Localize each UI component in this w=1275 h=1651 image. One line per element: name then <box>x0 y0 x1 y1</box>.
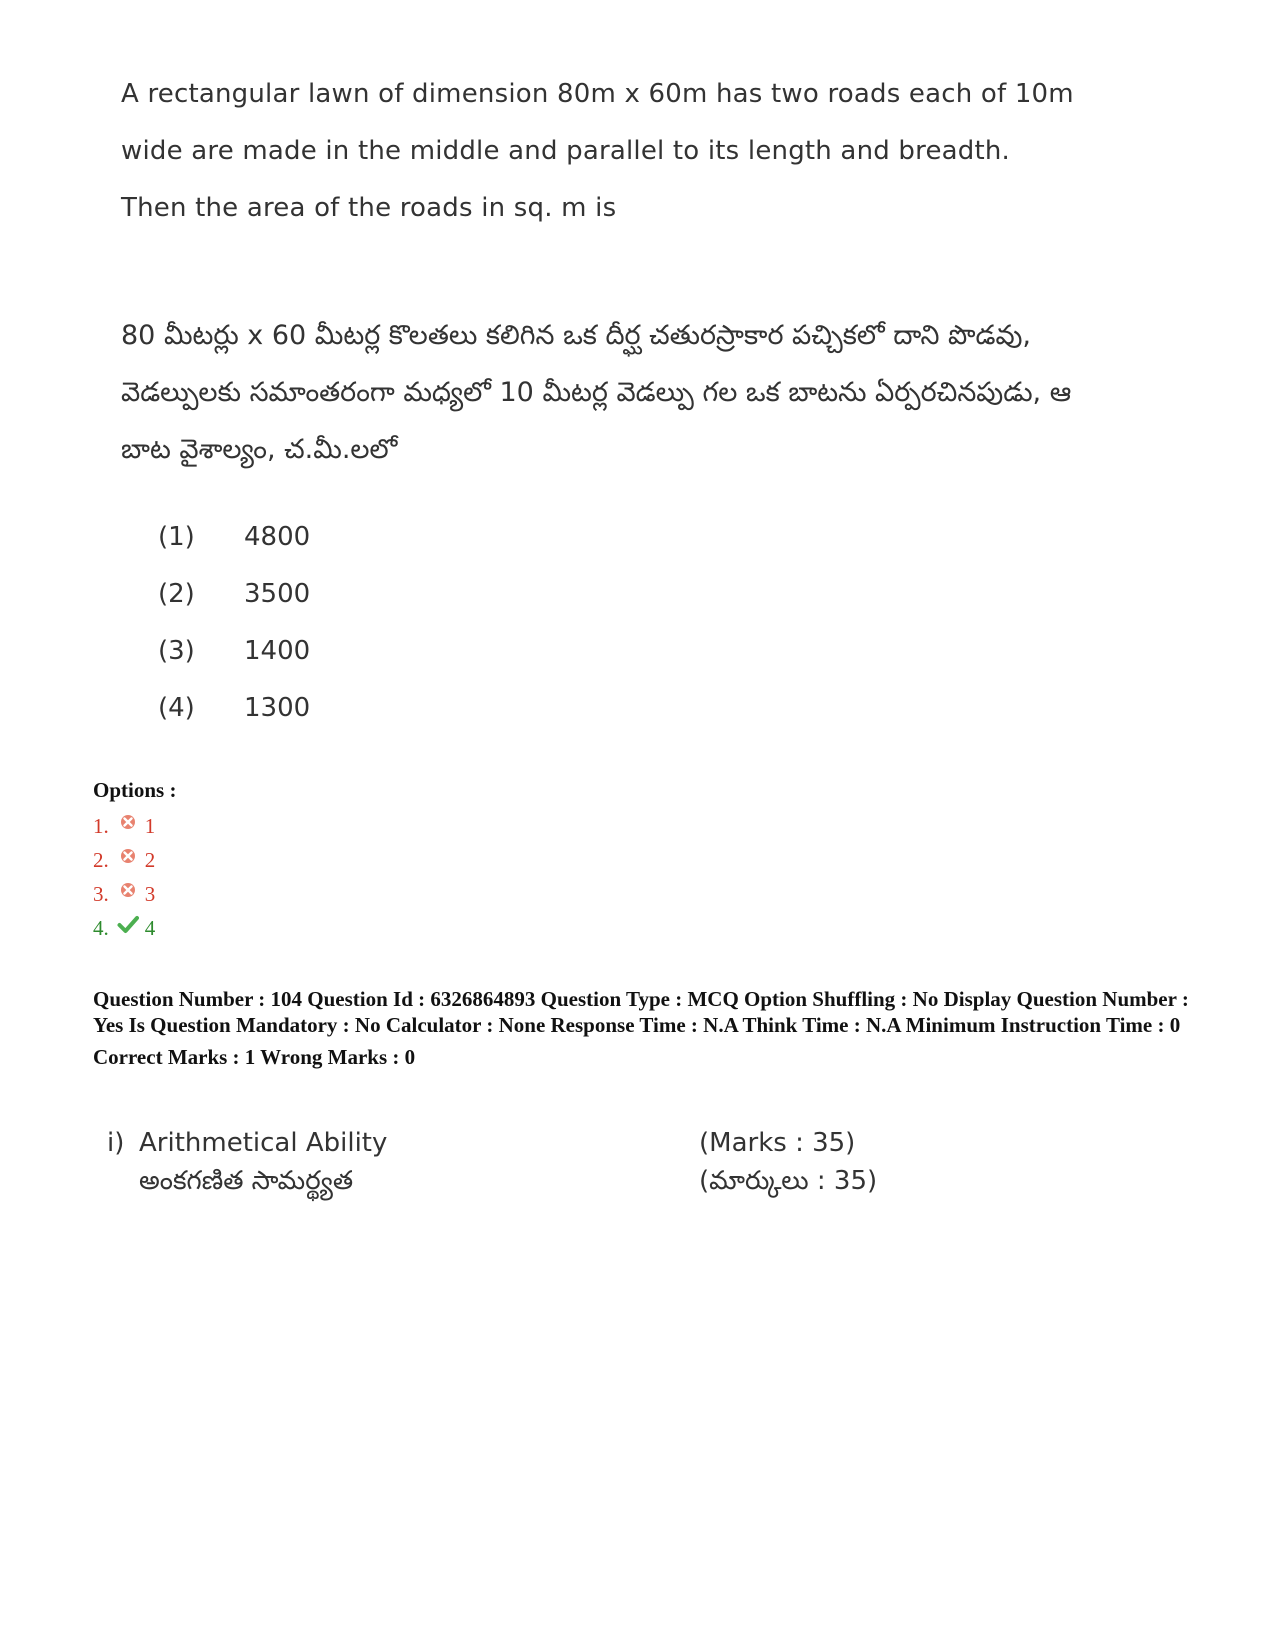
options-heading: Options : <box>93 778 177 802</box>
section-marks-english: (Marks : 35) <box>699 1128 856 1158</box>
option-label: 4 <box>144 915 156 940</box>
option-row <box>93 877 176 911</box>
choice-number: (3) <box>158 636 195 666</box>
choice-item <box>158 636 310 693</box>
section-row-telugu <box>107 1162 1007 1200</box>
section-index-spacer <box>107 1162 139 1200</box>
option-label: 1 <box>144 813 156 838</box>
question-text-telugu: 80 మీటర్లు x 60 మీటర్ల కొలతలు కలిగిన ఒక దీర్ఘ చతురస్రాకార పచ్చికలో దాని పొడవు, వెడల్పులకు సమాంతరంగా మధ్యలో 10 మీటర్ల వెడల్పు గల ఒక బాటను ఏర్పరచినపుడు, ఆ బాట వైశాల్యం, చ.మీ.లలో <box>121 320 1072 465</box>
choice-item <box>158 693 310 750</box>
question-meta <box>93 986 1193 1070</box>
choice-value: 3500 <box>244 579 311 609</box>
cross-icon <box>117 879 139 901</box>
section-title-telugu: అంకగణిత సామర్థ్యత <box>139 1166 354 1196</box>
choice-number: (1) <box>158 522 195 552</box>
section-header <box>107 1124 1007 1200</box>
option-index: 2. <box>93 847 109 872</box>
question-block <box>121 66 1081 478</box>
cross-icon <box>117 811 139 833</box>
option-label: 3 <box>144 881 156 906</box>
section-row-english <box>107 1124 1007 1162</box>
option-label: 2 <box>144 847 156 872</box>
question-text-english: A rectangular lawn of dimension 80m x 60m has two roads each of 10m wide are made in the middle and parallel to its length and breadth. Then the area of the roads in sq. m is <box>121 79 1074 223</box>
options-block <box>93 778 176 945</box>
choice-value: 1300 <box>244 693 311 723</box>
cross-icon <box>117 845 139 867</box>
section-title-english: Arithmetical Ability <box>139 1128 388 1158</box>
choice-number: (4) <box>158 693 195 723</box>
check-icon <box>117 913 139 935</box>
section-index: i) <box>107 1128 125 1158</box>
question-details: Question Number : 104 Question Id : 6326864893 Question Type : MCQ Option Shuffling : No Display Question Number : Yes Is Question Mandatory : No Calculator : None Response Time : N.A Think Time : N.A Minimum Instruction Time : 0 <box>93 987 1189 1037</box>
question-marks: Correct Marks : 1 Wrong Marks : 0 <box>93 1045 416 1069</box>
option-index: 3. <box>93 881 109 906</box>
option-row <box>93 843 176 877</box>
answer-choices <box>158 522 310 750</box>
option-index: 4. <box>93 915 109 940</box>
choice-item <box>158 579 310 636</box>
choice-item <box>158 522 310 579</box>
option-row <box>93 911 176 945</box>
option-index: 1. <box>93 813 109 838</box>
section-marks-telugu: (మార్కులు : 35) <box>699 1166 878 1196</box>
choice-number: (2) <box>158 579 195 609</box>
choice-value: 4800 <box>244 522 311 552</box>
option-row <box>93 809 176 843</box>
choice-value: 1400 <box>244 636 311 666</box>
